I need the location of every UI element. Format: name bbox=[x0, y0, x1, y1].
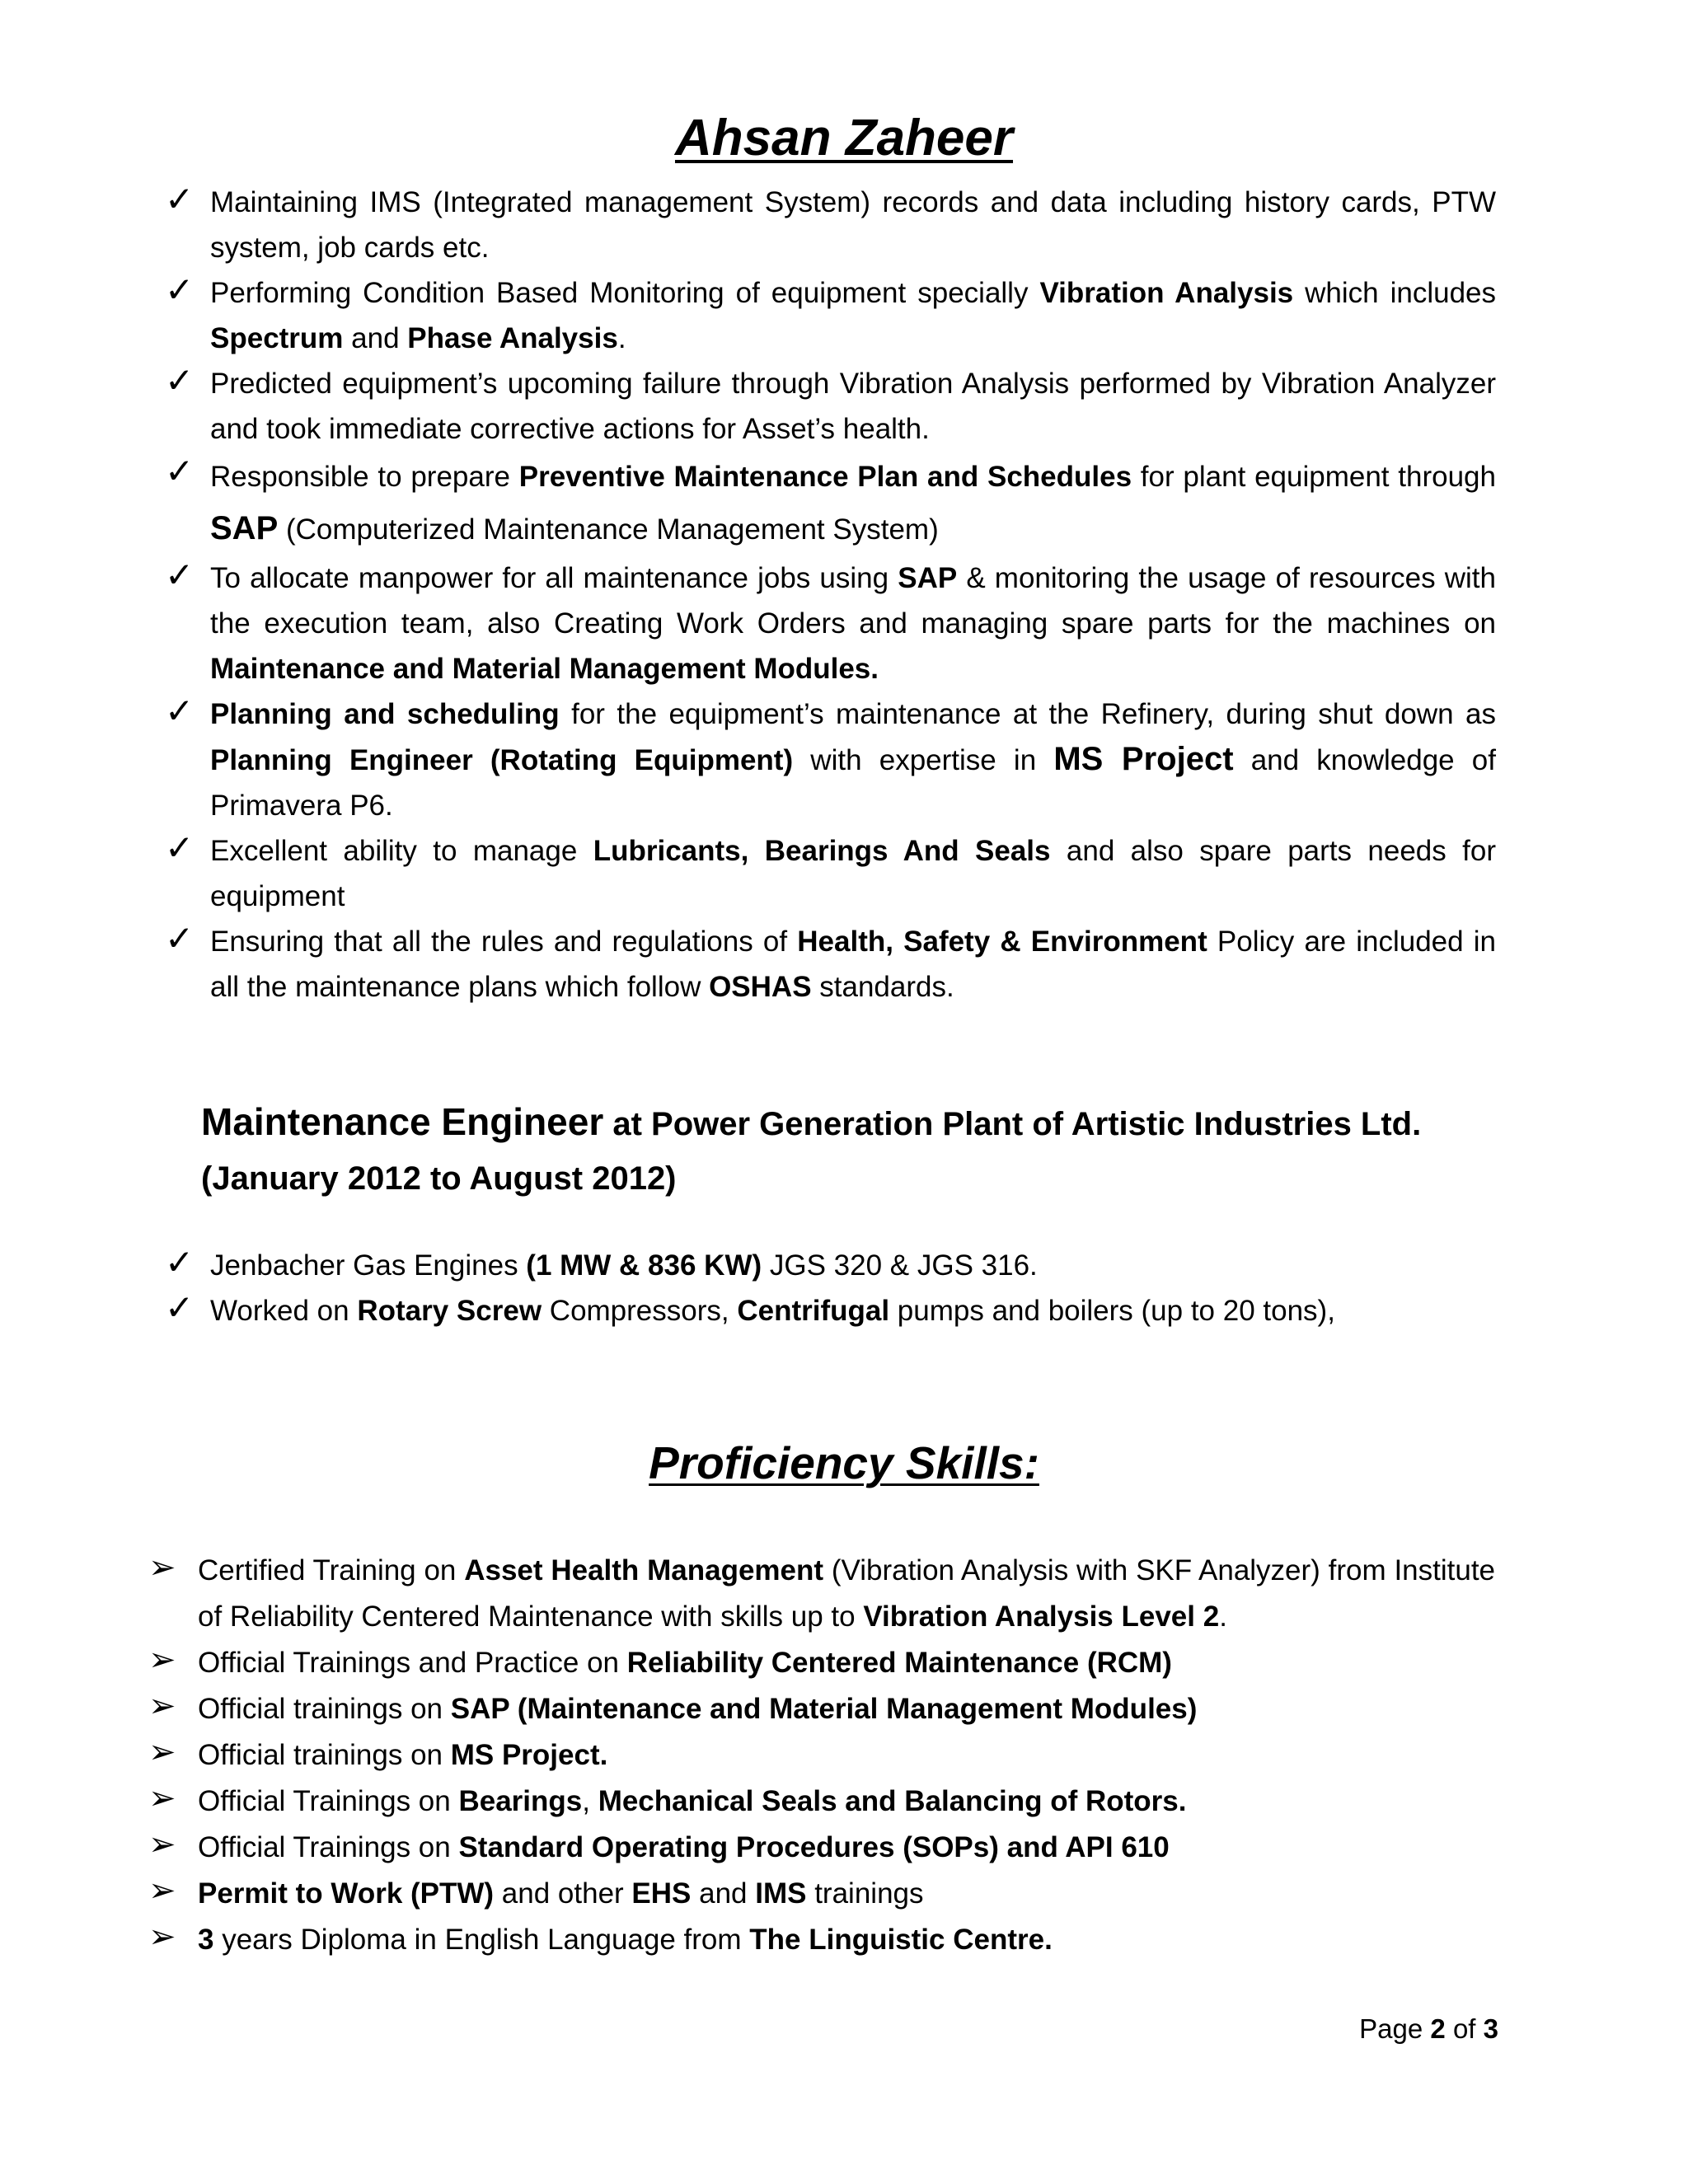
bold-text: MS Project bbox=[1053, 741, 1234, 777]
list-item-text bbox=[210, 555, 1496, 691]
list-item bbox=[0, 1640, 1495, 1686]
text-segment: with expertise in bbox=[793, 744, 1054, 776]
list-item bbox=[0, 1548, 1495, 1640]
text-segment: Maintaining IMS (Integrated management System) records and data including history cards, PTW system, job cards etc. bbox=[210, 186, 1496, 264]
list-item-text bbox=[198, 1548, 1495, 1640]
text-segment: and other bbox=[494, 1877, 632, 1910]
text-segment: , bbox=[582, 1785, 598, 1817]
bold-text: IMS bbox=[755, 1877, 807, 1910]
list-item bbox=[0, 1686, 1495, 1732]
job-company: at Power Generation Plant of Artistic Industries Ltd. bbox=[603, 1106, 1422, 1142]
bold-text: MS Project. bbox=[450, 1739, 608, 1771]
page-total: 3 bbox=[1483, 2013, 1498, 2044]
page-prefix: Page bbox=[1359, 2013, 1431, 2044]
text-segment: To allocate manpower for all maintenance jobs using bbox=[210, 562, 898, 594]
list-item bbox=[0, 1871, 1495, 1917]
bold-text: Preventive Maintenance Plan and Schedules bbox=[518, 461, 1132, 493]
check-mark-icon: ✓ bbox=[165, 452, 195, 490]
text-segment: Official Trainings on bbox=[198, 1785, 459, 1817]
list-item bbox=[0, 555, 1496, 691]
arrow-bullet-icon: ➢ bbox=[148, 1872, 176, 1909]
arrow-bullet-icon: ➢ bbox=[148, 1734, 176, 1770]
check-mark-icon: ✓ bbox=[165, 1243, 195, 1282]
list-item-text bbox=[210, 691, 1496, 828]
bold-text: SAP (Maintenance and Material Management Modules) bbox=[450, 1693, 1198, 1725]
text-segment: (Computerized Maintenance Management System) bbox=[278, 513, 939, 546]
list-item bbox=[0, 1732, 1495, 1779]
list-item-text bbox=[198, 1732, 1495, 1779]
list-item bbox=[0, 919, 1496, 1010]
bold-text: Reliability Centered Maintenance (RCM) bbox=[626, 1647, 1172, 1679]
text-segment: standards. bbox=[811, 971, 954, 1003]
skills-list bbox=[0, 1548, 1688, 1963]
text-segment: for plant equipment through bbox=[1132, 461, 1496, 493]
list-item bbox=[0, 361, 1496, 452]
check-mark-icon: ✓ bbox=[165, 828, 195, 867]
text-segment: Excellent ability to manage bbox=[210, 835, 593, 867]
list-item bbox=[0, 691, 1496, 828]
bold-text: Lubricants, Bearings And Seals bbox=[593, 835, 1051, 867]
job-period: (January 2012 to August 2012) bbox=[201, 1160, 677, 1197]
text-segment: Ensuring that all the rules and regulations of bbox=[210, 926, 798, 958]
text-segment: pumps and boilers (up to 20 tons), bbox=[889, 1295, 1335, 1327]
text-segment: & monitoring the usage of resources with the execution team, also Creating Work Orders and managing spare parts for the machines on bbox=[210, 562, 1496, 640]
check-mark-icon: ✓ bbox=[165, 361, 195, 400]
text-segment: JGS 320 & JGS 316. bbox=[762, 1249, 1038, 1282]
bold-text: SAP bbox=[210, 510, 279, 546]
bold-text: Phase Analysis bbox=[407, 322, 618, 354]
responsibilities-list bbox=[0, 180, 1688, 1010]
bold-text: Spectrum bbox=[210, 322, 344, 354]
text-segment: years Diploma in English Language from bbox=[213, 1924, 750, 1956]
arrow-bullet-icon: ➢ bbox=[148, 1549, 176, 1586]
bold-text: Mechanical Seals and Balancing of Rotors. bbox=[598, 1785, 1187, 1817]
job-details-list bbox=[0, 1243, 1688, 1333]
arrow-bullet-icon: ➢ bbox=[148, 1780, 176, 1816]
job-details-section bbox=[0, 1243, 1688, 1333]
list-item bbox=[0, 452, 1496, 555]
text-segment: Worked on bbox=[210, 1295, 358, 1327]
text-segment: Performing Condition Based Monitoring of equipment specially bbox=[210, 277, 1040, 309]
list-item-text bbox=[210, 270, 1496, 361]
bold-text: Planning and scheduling bbox=[210, 698, 560, 730]
check-mark-icon: ✓ bbox=[165, 691, 195, 730]
list-item bbox=[0, 1243, 1496, 1288]
list-item-text bbox=[210, 180, 1496, 270]
bold-text: Vibration Analysis Level 2 bbox=[863, 1601, 1220, 1633]
text-segment: Certified Training on bbox=[198, 1554, 465, 1586]
bold-text: Centrifugal bbox=[737, 1295, 890, 1327]
arrow-bullet-icon: ➢ bbox=[148, 1642, 176, 1678]
list-item bbox=[0, 1825, 1495, 1871]
list-item bbox=[0, 828, 1496, 919]
arrow-bullet-icon: ➢ bbox=[148, 1919, 176, 1955]
check-mark-icon: ✓ bbox=[165, 180, 195, 218]
bold-text: Permit to Work (PTW) bbox=[198, 1877, 495, 1910]
list-item-text bbox=[210, 361, 1496, 452]
text-segment: Official trainings on bbox=[198, 1693, 451, 1725]
text-segment: . bbox=[1219, 1601, 1227, 1633]
text-segment: for the equipment’s maintenance at the Refinery, during shut down as bbox=[559, 698, 1496, 730]
list-item-text bbox=[198, 1871, 1495, 1917]
text-segment: . bbox=[617, 322, 626, 354]
text-segment: and also spare parts needs for equipment bbox=[210, 835, 1496, 912]
list-item bbox=[0, 1917, 1495, 1963]
bold-text: The Linguistic Centre. bbox=[749, 1924, 1053, 1956]
job-heading bbox=[201, 1094, 1498, 1206]
skills-heading: Proficiency Skills: bbox=[649, 1437, 1039, 1488]
text-segment: trainings bbox=[806, 1877, 924, 1910]
bold-text: EHS bbox=[631, 1877, 692, 1910]
bold-text: (1 MW & 836 KW) bbox=[526, 1249, 762, 1282]
arrow-bullet-icon: ➢ bbox=[148, 1826, 176, 1863]
text-segment: Jenbacher Gas Engines bbox=[210, 1249, 527, 1282]
arrow-bullet-icon: ➢ bbox=[148, 1688, 176, 1724]
bold-text: Vibration Analysis bbox=[1039, 277, 1294, 309]
list-item-text bbox=[210, 1288, 1496, 1333]
text-segment: Official trainings on bbox=[198, 1739, 451, 1771]
bold-text: Maintenance and Material Management Modules. bbox=[210, 653, 879, 685]
list-item-text bbox=[210, 919, 1496, 1010]
bold-text: Standard Operating Procedures (SOPs) and API 610 bbox=[458, 1831, 1170, 1863]
page-number bbox=[1359, 2008, 1498, 2050]
text-segment: Responsible to prepare bbox=[210, 461, 519, 493]
bold-text: Rotary Screw bbox=[357, 1295, 542, 1327]
bold-text: Asset Health Management bbox=[464, 1554, 824, 1586]
text-segment: Predicted equipment’s upcoming failure through Vibration Analysis performed by Vibration Analyzer and took immediate corrective actions for Asset’s health. bbox=[210, 368, 1496, 445]
responsibilities-section bbox=[0, 180, 1688, 1010]
text-segment: which includes bbox=[1293, 277, 1497, 309]
check-mark-icon: ✓ bbox=[165, 919, 195, 958]
list-item-text bbox=[198, 1917, 1495, 1963]
list-item-text bbox=[210, 828, 1496, 919]
text-segment: Official Trainings on bbox=[198, 1831, 459, 1863]
bold-text: Planning Engineer (Rotating Equipment) bbox=[210, 744, 794, 776]
text-segment: (Vibration Analysis with SKF Analyzer) from Institute of Reliability Centered Maintenance with skills up to bbox=[198, 1554, 1496, 1633]
list-item-text bbox=[198, 1779, 1495, 1825]
bold-text: Health, Safety & Environment bbox=[797, 926, 1207, 958]
text-segment: and knowledge of Primavera P6. bbox=[210, 744, 1496, 822]
bold-text: 3 bbox=[198, 1924, 214, 1956]
candidate-name: Ahsan Zaheer bbox=[674, 110, 1014, 166]
text-segment: and bbox=[691, 1877, 756, 1910]
page-middle: of bbox=[1445, 2013, 1484, 2044]
list-item bbox=[0, 1288, 1496, 1333]
bold-text: Bearings bbox=[458, 1785, 583, 1817]
bold-text: SAP bbox=[898, 562, 958, 594]
check-mark-icon: ✓ bbox=[165, 1288, 195, 1327]
page-current: 2 bbox=[1430, 2013, 1446, 2044]
job-title: Maintenance Engineer bbox=[201, 1100, 604, 1143]
check-mark-icon: ✓ bbox=[165, 555, 195, 594]
check-mark-icon: ✓ bbox=[165, 270, 195, 309]
list-item bbox=[0, 1779, 1495, 1825]
list-item bbox=[0, 270, 1496, 361]
list-item-text bbox=[198, 1686, 1495, 1732]
skills-section bbox=[0, 1548, 1688, 1963]
bold-text: OSHAS bbox=[709, 971, 812, 1003]
list-item-text bbox=[198, 1825, 1495, 1871]
text-segment: Compressors, bbox=[542, 1295, 738, 1327]
list-item-text bbox=[210, 452, 1496, 555]
list-item-text bbox=[210, 1243, 1496, 1288]
list-item bbox=[0, 180, 1496, 270]
text-segment: Official Trainings and Practice on bbox=[198, 1647, 627, 1679]
list-item-text bbox=[198, 1640, 1495, 1686]
text-segment: and bbox=[343, 322, 408, 354]
text-segment: Policy are included in all the maintenance plans which follow bbox=[210, 926, 1497, 1003]
